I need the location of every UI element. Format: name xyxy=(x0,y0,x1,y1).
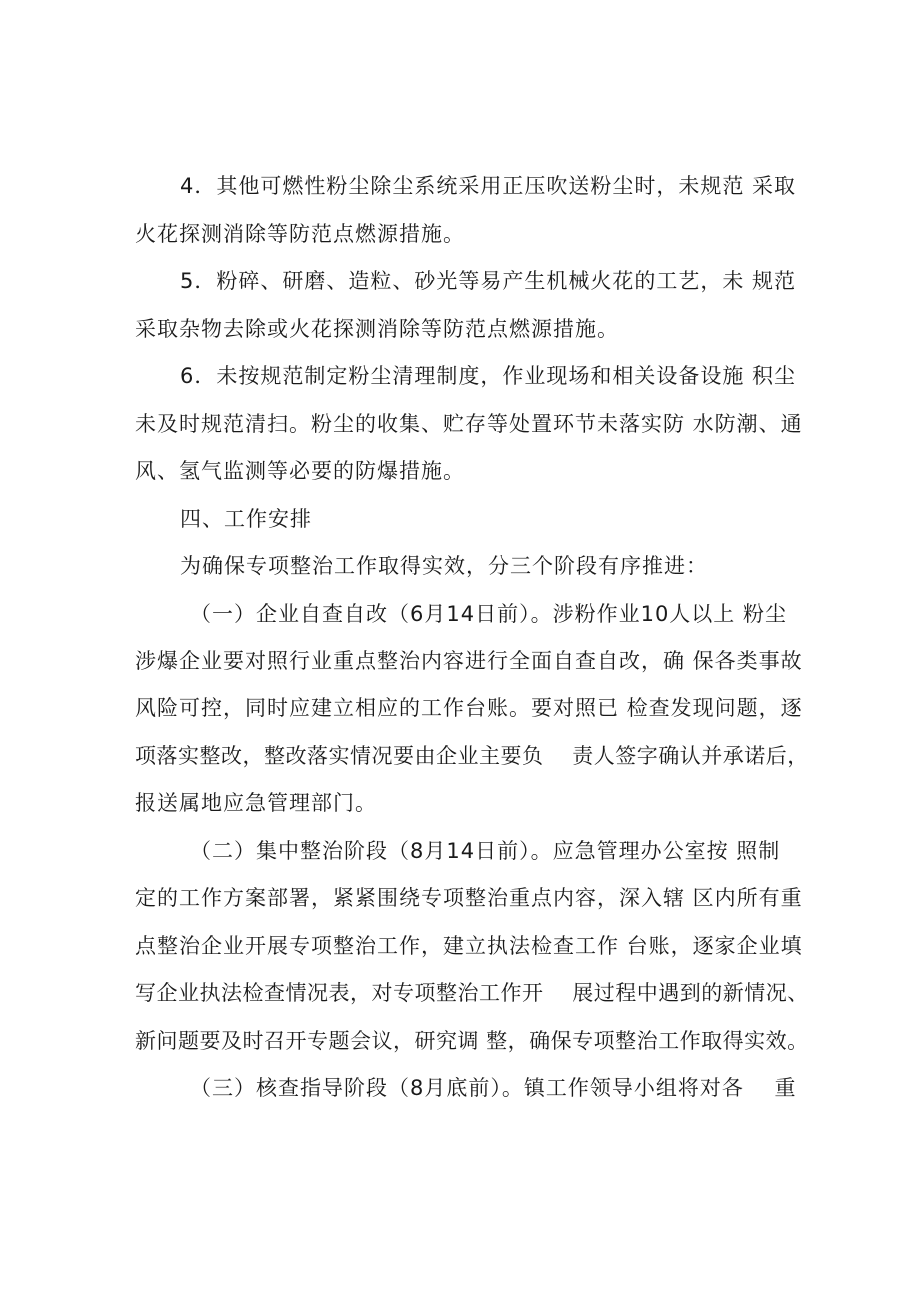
text-line: 4．其他可燃性粉尘除尘系统采用正压吹送粉尘时，未规范 采取 xyxy=(180,174,797,198)
text-line: 写企业执法检查情况表，对专项整治工作开 展过程中遇到的新情况、 xyxy=(135,981,809,1005)
text-line: 报送属地应急管理部门。 xyxy=(135,791,377,815)
text-line: （二）集中整治阶段（8月14日前）。应急管理办公室按 照制 xyxy=(190,839,781,863)
text-line: 为确保专项整治工作取得实效，分三个阶段有序推进： xyxy=(180,554,708,578)
text-line: （三）核查指导阶段（8月底前）。镇工作领导小组将对各 重 xyxy=(190,1076,797,1100)
text-line: 火花探测消除等防范点燃源措施。 xyxy=(135,222,465,246)
section-heading: 四、工作安排 xyxy=(180,507,312,531)
text-line: 项落实整改，整改落实情况要由企业主要负 责人签字确认并承诺后， xyxy=(135,744,809,768)
text-line: 定的工作方案部署，紧紧围绕专项整治重点内容，深入辖 区内所有重 xyxy=(135,886,803,910)
text-line: 点整治企业开展专项整治工作，建立执法检查工作 台账，逐家企业填 xyxy=(135,934,803,958)
text-line: 新问题要及时召开专题会议，研究调 整，确保专项整治工作取得实效。 xyxy=(135,1029,809,1053)
text-line: 5．粉碎、研磨、造粒、砂光等易产生机械火花的工艺，未 规范 xyxy=(180,269,797,293)
text-line: 风、氢气监测等必要的防爆措施。 xyxy=(135,459,465,483)
text-line: 采取杂物去除或火花探测消除等防范点燃源措施。 xyxy=(135,317,619,341)
text-line: 6．未按规范制定粉尘清理制度，作业现场和相关设备设施 积尘 xyxy=(180,364,797,388)
text-line: 风险可控，同时应建立相应的工作台账。要对照已 检查发现问题，逐 xyxy=(135,696,803,720)
text-line: （一）企业自查自改（6月14日前）。涉粉作业10人以上 粉尘 xyxy=(190,602,787,626)
text-line: 未及时规范清扫。粉尘的收集、贮存等处置环节未落实防 水防潮、通 xyxy=(135,412,803,436)
text-line: 涉爆企业要对照行业重点整治内容进行全面自查自改，确 保各类事故 xyxy=(135,649,803,673)
